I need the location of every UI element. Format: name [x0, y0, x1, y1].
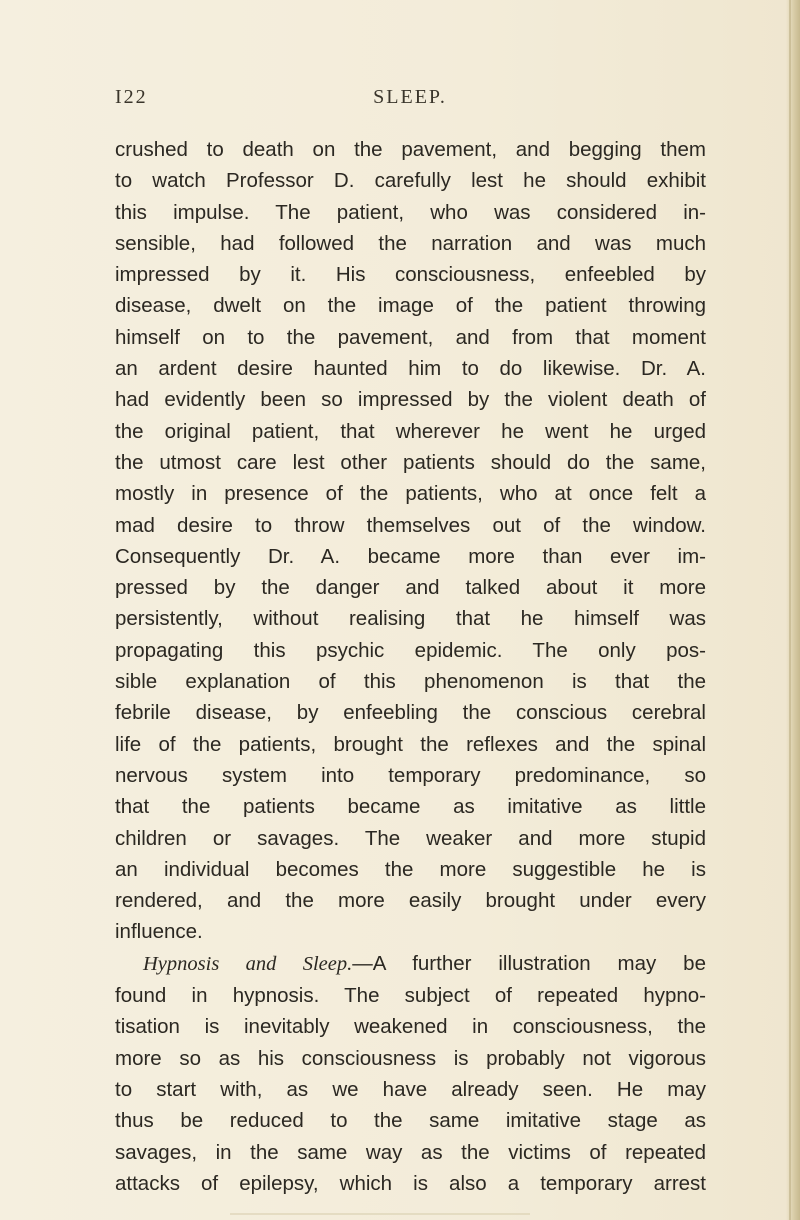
text-line: the original patient, that wherever he went he urged	[115, 419, 706, 443]
side-heading: Hypnosis and Sleep.	[143, 952, 353, 975]
paragraph-1	[115, 134, 706, 948]
text-line: persistently, without realising that he himself was	[115, 607, 706, 631]
text-line: an ardent desire haunted him to do likewise. Dr. A.	[115, 357, 706, 381]
running-head: SLEEP.	[373, 86, 447, 108]
text-line: the utmost care lest other patients should do the same,	[115, 450, 706, 474]
text-line: children or savages. The weaker and more stupid	[115, 826, 706, 850]
text-line: that the patients became as imitative as little	[115, 795, 706, 819]
text-line: disease, dwelt on the image of the patient throwing	[115, 294, 706, 318]
page-bottom-shadow	[230, 1213, 530, 1215]
text-line: mad desire to throw themselves out of the window.	[115, 513, 706, 537]
page-edge-line	[789, 0, 791, 1220]
text-line: febrile disease, by enfeebling the conscious cerebral	[115, 701, 706, 725]
text-line: sible explanation of this phenomenon is that the	[115, 670, 706, 694]
text-line: mostly in presence of the patients, who at once felt a	[115, 482, 706, 506]
text-line: impressed by it. His consciousness, enfeebled by	[115, 263, 706, 287]
body-text	[115, 134, 706, 1199]
text-line: found in hypnosis. The subject of repeated hypno-	[115, 984, 706, 1008]
text-line: nervous system into temporary predominance, so	[115, 763, 706, 787]
page-number: I22	[115, 86, 148, 108]
text-line	[115, 948, 706, 980]
paragraph-2	[115, 948, 706, 1199]
text-line: more so as his consciousness is probably not vigorous	[115, 1046, 706, 1070]
paragraph-2-opening: —A further illustration may be	[352, 951, 706, 975]
text-line: had evidently been so impressed by the violent death of	[115, 388, 706, 412]
text-line: himself on to the pavement, and from that moment	[115, 325, 706, 349]
text-line: Consequently Dr. A. became more than ever im-	[115, 544, 706, 568]
text-line: attacks of epilepsy, which is also a temporary arrest	[115, 1171, 706, 1195]
text-line: pressed by the danger and talked about it more	[115, 576, 706, 600]
text-line: this impulse. The patient, who was considered in-	[115, 200, 706, 224]
page-header	[115, 86, 705, 112]
text-line: an individual becomes the more suggestible he is	[115, 857, 706, 881]
text-line: propagating this psychic epidemic. The only pos-	[115, 638, 706, 662]
text-line: sensible, had followed the narration and was much	[115, 231, 706, 255]
text-line: rendered, and the more easily brought under every	[115, 889, 706, 913]
text-line: to start with, as we have already seen. He may	[115, 1077, 706, 1101]
text-line: to watch Professor D. carefully lest he should exhibit	[115, 169, 706, 193]
text-line: tisation is inevitably weakened in consciousness, the	[115, 1015, 706, 1039]
text-line: savages, in the same way as the victims of repeated	[115, 1140, 706, 1164]
text-line: crushed to death on the pavement, and begging them	[115, 138, 706, 161]
text-line: influence.	[115, 920, 203, 944]
text-line: life of the patients, brought the reflexes and the spinal	[115, 732, 706, 756]
text-line: thus be reduced to the same imitative stage as	[115, 1109, 706, 1133]
